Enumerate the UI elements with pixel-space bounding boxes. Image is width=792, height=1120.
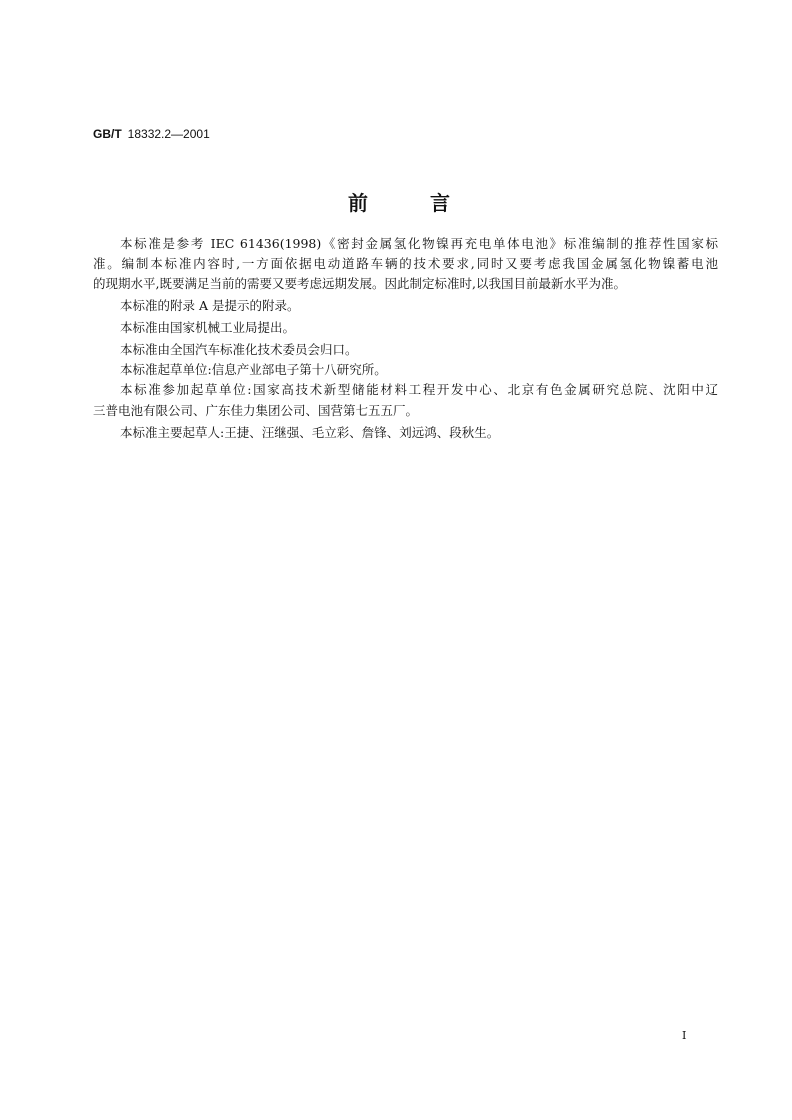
page-title: 前言 [348, 191, 512, 215]
paragraph-line: 本标准是参考 IEC 61436(1998)《密封金属氢化物镍再充电单体电池》标准编制的推荐性国家标 [120, 236, 718, 251]
paragraph-line: 的现期水平,既要满足当前的需要又要考虑远期发展。因此制定标准时,以我国目前最新水平为准。 [93, 276, 626, 291]
paragraph-line: 本标准主要起草人:王捷、汪继强、毛立彩、詹锋、刘远鸿、段秋生。 [120, 425, 500, 440]
standard-code-prefix: GB/T [93, 127, 122, 141]
standard-code [93, 127, 210, 141]
paragraph-line: 本标准的附录 A 是提示的附录。 [120, 298, 300, 313]
standard-code-number: 18332.2—2001 [127, 127, 210, 141]
paragraph-line: 三普电池有限公司、广东佳力集团公司、国营第七五五厂。 [93, 403, 419, 418]
paragraph-line: 本标准起草单位:信息产业部电子第十八研究所。 [120, 362, 387, 377]
paragraph-line: 本标准由全国汽车标准化技术委员会归口。 [120, 342, 358, 357]
paragraph-line: 准。编制本标准内容时,一方面依据电动道路车辆的技术要求,同时又要考虑我国金属氢化物镍蓄电池 [93, 256, 718, 271]
page-number: I [682, 1029, 687, 1042]
paragraph-line: 本标准参加起草单位:国家高技术新型储能材料工程开发中心、北京有色金属研究总院、沈阳中辽 [120, 382, 718, 397]
paragraph-line: 本标准由国家机械工业局提出。 [120, 320, 296, 335]
